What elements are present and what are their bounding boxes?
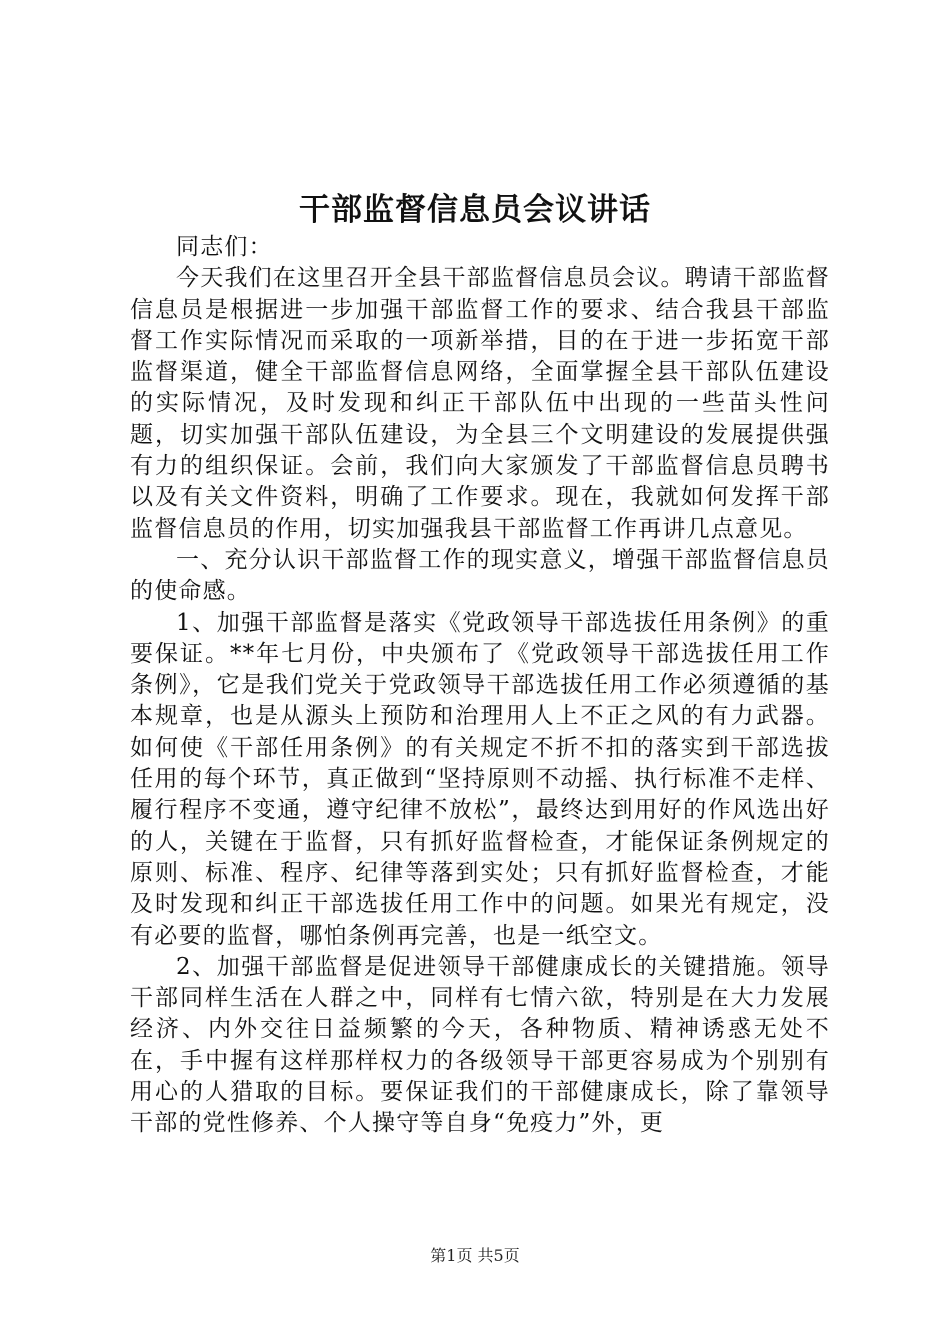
body-paragraph: 2、加强干部监督是促进领导干部健康成长的关键措施。领导干部同样生活在人群之中，同样有七情六欲，特别是在大力发展经济、内外交往日益频繁的今天，各种物质、精神诱惑无处不在，手中握有这样那样权力的各级领导干部更容易成为个别别有用心的人猎取的目标。要保证我们的干部健康成长，除了靠领导干部的党性修养、个人操守等自身“免疫力”外，更 xyxy=(130,953,830,1137)
section-heading-paragraph: 一、充分认识干部监督工作的现实意义，增强干部监督信息员的使命感。 xyxy=(130,546,830,605)
body-paragraph: 1、加强干部监督是落实《党政领导干部选拔任用条例》的重要保证。**年七月份，中央颁布了《党政领导干部选拔任用工作条例》，它是我们党关于党政领导干部选拔任用工作必须遵循的基本规章，也是从源头上预防和治理用人上不正之风的有力武器。如何使《干部任用条例》的有关规定不折不扣的落实到干部选拔任用的每个环节，真正做到“坚持原则不动摇、执行标准不走样、履行程序不变通，遵守纪律不放松”，最终达到用好的作风选出好的人，关键在于监督，只有抓好监督检查，才能保证条例规定的原则、标准、程序、纪律等落到实处；只有抓好监督检查，才能及时发现和纠正干部选拔任用工作中的问题。如果光有规定，没有必要的监督，哪怕条例再完善，也是一纸空文。 xyxy=(130,609,830,949)
document-body xyxy=(130,232,830,1140)
salutation-paragraph: 同志们： xyxy=(176,234,273,260)
document-title: 干部监督信息员会议讲话 xyxy=(299,192,651,228)
page-number-footer: 第1页 共5页 xyxy=(430,1246,520,1265)
body-paragraph: 今天我们在这里召开全县干部监督信息员会议。聘请干部监督信息员是根据进一步加强干部监督工作的要求、结合我县干部监督工作实际情况而采取的一项新举措，目的在于进一步拓宽干部监督渠道，健全干部监督信息网络，全面掌握全县干部队伍建设的实际情况，及时发现和纠正干部队伍中出现的一些苗头性问题，切实加强干部队伍建设，为全县三个文明建设的发展提供强有力的组织保证。会前，我们向大家颁发了干部监督信息员聘书以及有关文件资料，明确了工作要求。现在，我就如何发挥干部监督信息员的作用，切实加强我县干部监督工作再讲几点意见。 xyxy=(130,265,830,542)
